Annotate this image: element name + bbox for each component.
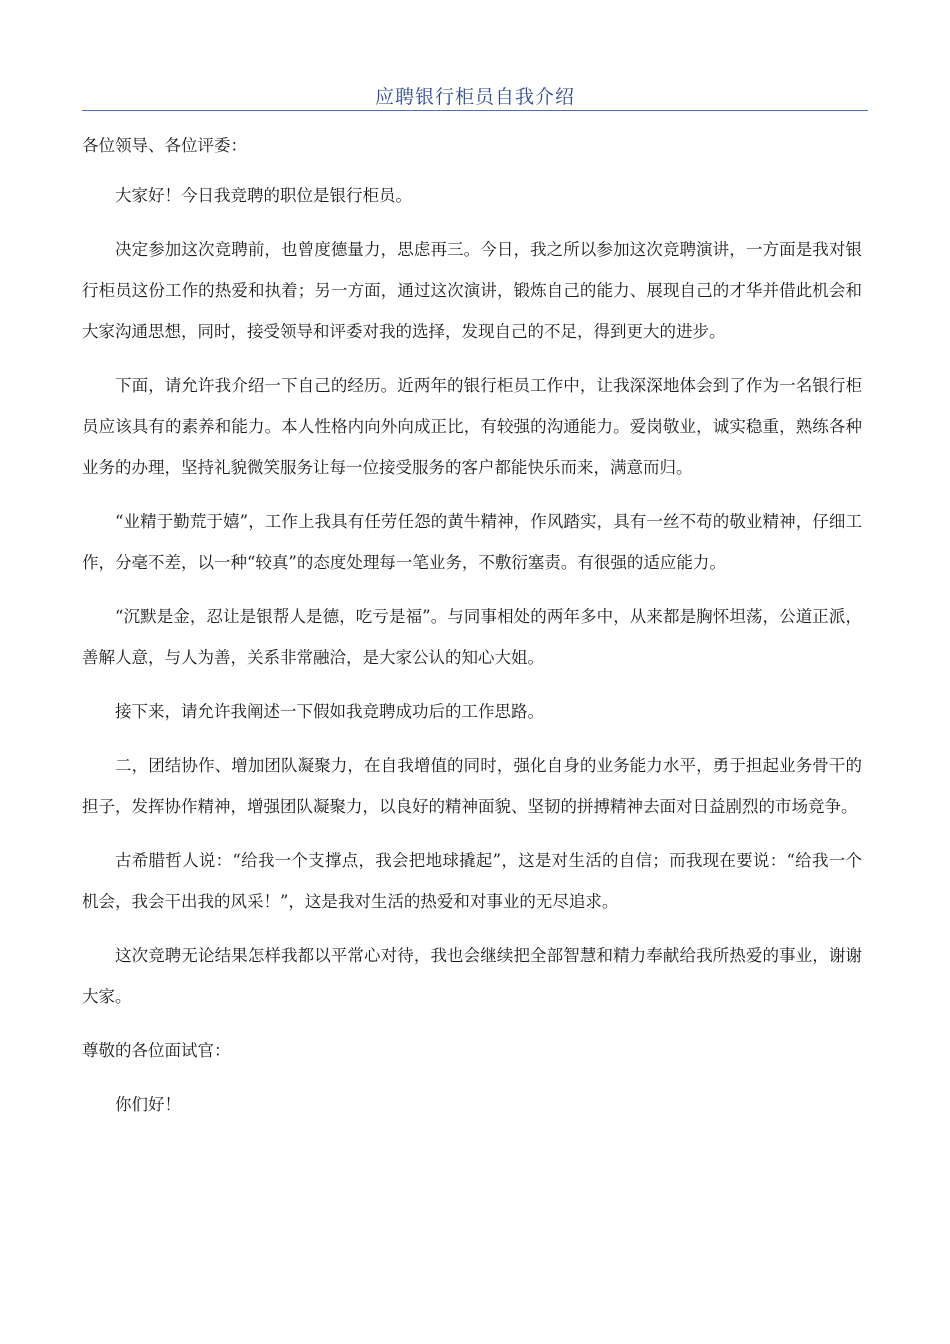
paragraph-greeting: 大家好！今日我竞聘的职位是银行柜员。 (115, 186, 412, 205)
paragraph-closing: 这次竞聘无论结果怎样我都以平常心对待，我也会继续把全部智慧和精力奉献给我所热爱的事业，谢谢大家。 (82, 946, 862, 1006)
title-underline (82, 110, 868, 111)
salutation-2: 尊敬的各位面试官： (82, 1041, 231, 1060)
paragraph-work-attitude: “业精于勤荒于嬉”，工作上我具有任劳任怨的黄牛精神，作风踏实，具有一丝不苟的敬业精神，仔细工作，分毫不差，以一种“较真”的态度处理每一笔业务，不敷衍塞责。有很强的适应能力。 (82, 512, 862, 572)
document-title: 应聘银行柜员自我介绍 (374, 86, 575, 108)
paragraph-hello: 你们好！ (115, 1095, 181, 1114)
paragraph-transition: 接下来，请允许我阐述一下假如我竞聘成功后的工作思路。 (115, 702, 544, 721)
document-body (82, 125, 862, 1138)
paragraph-teamwork: 二，团结协作、增加团队凝聚力，在自我增值的同时，强化自身的业务能力水平，勇于担起业务骨干的担子，发挥协作精神，增强团队凝聚力，以良好的精神面貌、坚韧的拼搏精神去面对日益剧烈的市场竞争。 (82, 756, 862, 816)
paragraph-motivation: 决定参加这次竞聘前，也曾度德量力，思虑再三。今日，我之所以参加这次竞聘演讲，一方面是我对银行柜员这份工作的热爱和执着；另一方面，通过这次演讲，锻炼自己的能力、展现自己的才华并借此机会和大家沟通思想，同时，接受领导和评委对我的选择，发现自己的不足，得到更大的进步。 (82, 240, 862, 341)
salutation: 各位领导、各位评委： (82, 136, 247, 155)
paragraph-colleagues: “沉默是金，忍让是银帮人是德，吃亏是福”。与同事相处的两年多中，从来都是胸怀坦荡，公道正派，善解人意，与人为善，关系非常融洽，是大家公认的知心大姐。 (82, 607, 862, 667)
paragraph-experience: 下面，请允许我介绍一下自己的经历。近两年的银行柜员工作中，让我深深地体会到了作为一名银行柜员应该具有的素养和能力。本人性格内向外向成正比，有较强的沟通能力。爱岗敬业，诚实稳重，熟练各种业务的办理，坚持礼貌微笑服务让每一位接受服务的客户都能快乐而来，满意而归。 (82, 376, 862, 477)
paragraph-quote: 古希腊哲人说：“给我一个支撑点，我会把地球撬起”，这是对生活的自信；而我现在要说：“给我一个机会，我会干出我的风采！”，这是我对生活的热爱和对事业的无尽追求。 (82, 851, 862, 911)
